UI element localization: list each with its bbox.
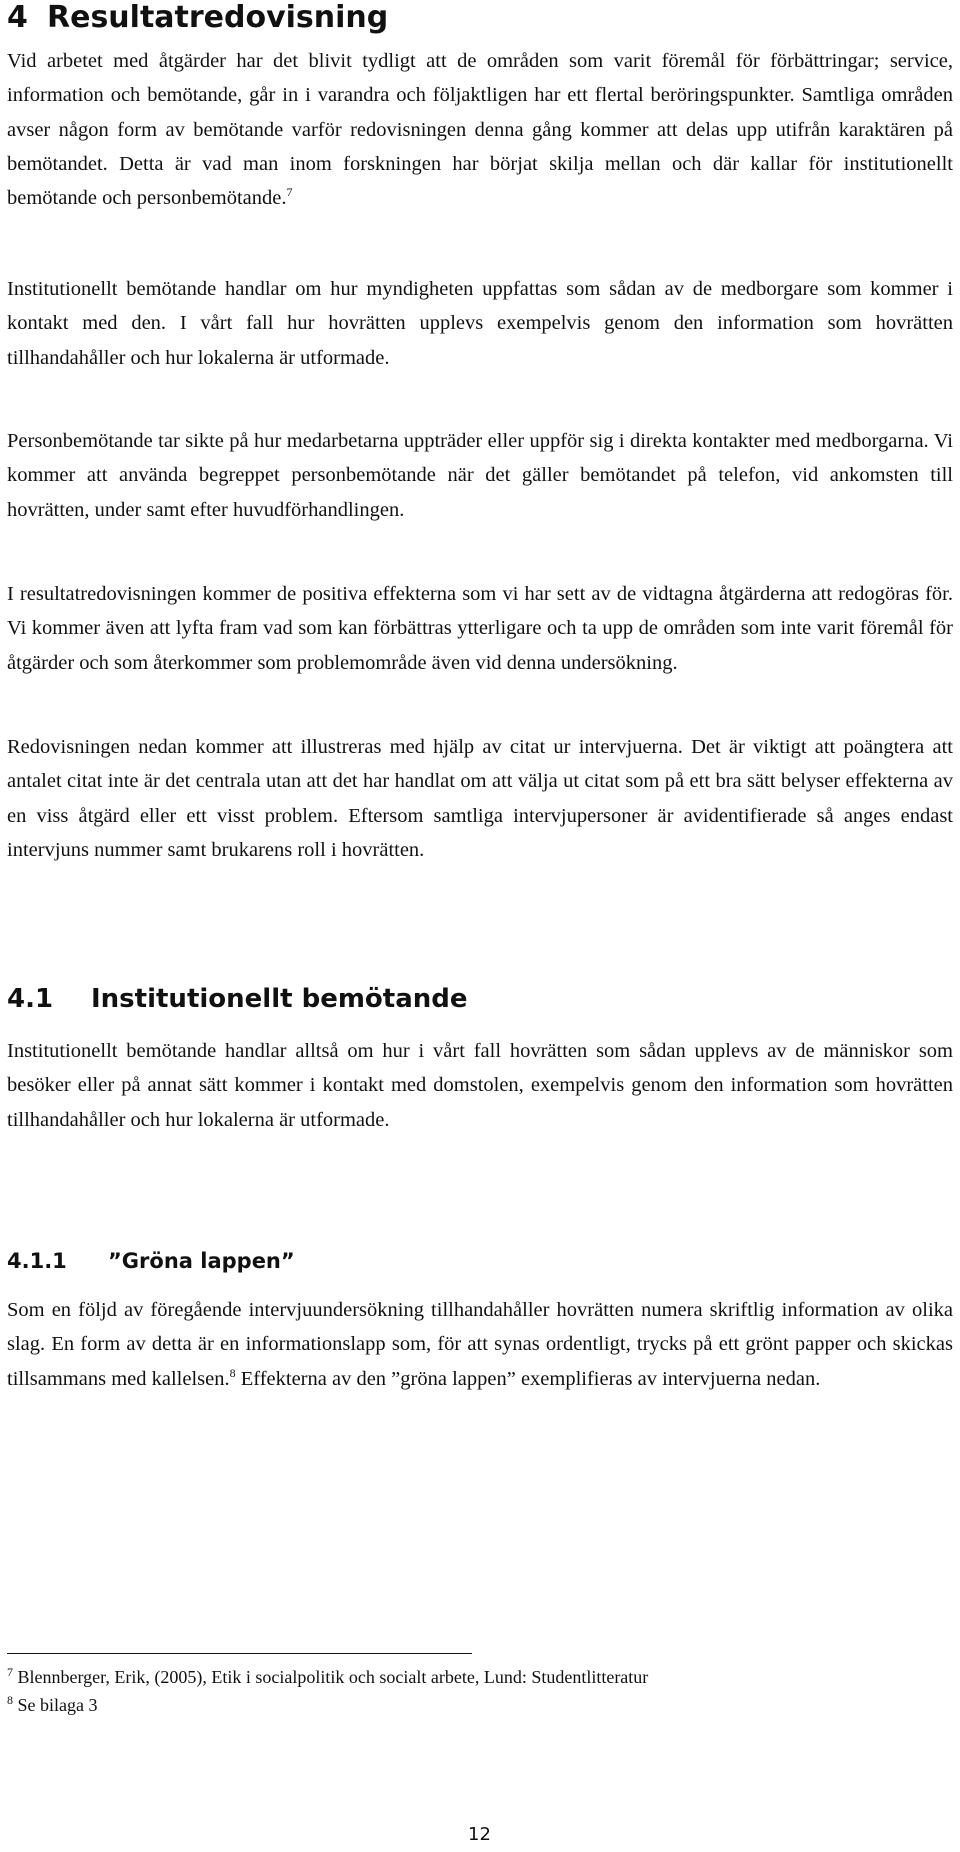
results-scope-paragraph: I resultatredovisningen kommer de positiva effekterna som vi har sett av de vidtagna åtgärderna att redogöras för. Vi kommer även att lyfta fram vad som kan förbättras ytterligare och ta upp de områden som inte varit föremål för åtgärder och som återkommer som problemområde även vid denna undersökning. [7,583,953,674]
footnote-ref-8: 8 [229,1365,236,1380]
footnote-text: Se bilaga 3 [17,1695,98,1715]
intro-paragraph [7,44,953,215]
chapter-title: Resultatredovisning [47,0,389,35]
subsection-title: ”Gröna lappen” [108,1249,295,1273]
chapter-number: 4 [7,0,28,35]
citations-paragraph: Redovisningen nedan kommer att illustreras med hjälp av citat ur intervjuerna. Det är viktigt att poängtera att antalet citat inte är det centrala utan att det har handlat om att välja ut citat som på ett bra sätt belyser effekterna av en viss åtgärd eller ett visst problem. Eftersom samtliga intervjupersoner är avidentifierade så anges endast intervjuns nummer samt brukarens roll i hovrätten. [7,736,953,861]
section-title: Institutionellt bemötande [91,984,468,1014]
subsection-paragraph-text-cont: Effekterna av den ”gröna lappen” exemplifieras av intervjuerna nedan. [235,1367,821,1390]
footnote-mark: 8 [7,1693,13,1707]
subsection-heading [7,1249,295,1273]
section-paragraph: Institutionellt bemötande handlar alltså om hur i vårt fall hovrätten som sådan upplevs av de människor som besöker eller på annat sätt kommer i kontakt med domstolen, exempelvis genom den information som hovrätten tillhandahåller och hur lokalerna är utformade. [7,1040,953,1131]
chapter-heading [7,0,388,35]
footnote-mark: 7 [7,1665,13,1679]
footnote-8 [7,1692,97,1718]
subsection-paragraph-text: Som en följd av föregående intervjuundersökning tillhandahåller hovrätten numera skriftlig information av olika slag. En form av detta är en informationslapp som, för att synas ordentligt, trycks på ett grönt papper och skickas tillsammans med kallelsen. [7,1299,953,1390]
section-heading [7,984,468,1014]
footnote-ref-7: 7 [286,185,293,200]
section-number: 4.1 [7,984,54,1014]
footnote-7 [7,1664,648,1690]
footnote-separator [7,1653,472,1654]
page-number: 12 [468,1824,491,1845]
institutional-definition-paragraph: Institutionellt bemötande handlar om hur myndigheten uppfattas som sådan av de medborgare som kommer i kontakt med den. I vårt fall hur hovrätten upplevs exempelvis genom den information som hovrätten tillhandahåller och hur lokalerna är utformade. [7,278,953,369]
subsection-number: 4.1.1 [7,1249,67,1273]
subsection-paragraph [7,1293,953,1396]
intro-paragraph-text: Vid arbetet med åtgärder har det blivit tydligt att de områden som varit föremål för förbättringar; service, information och bemötande, går in i varandra och följaktligen har ett flertal beröringspunkter. Samtliga områden avser någon form av bemötande varför redovisningen denna gång kommer att delas upp utifrån karaktären på bemötandet. Detta är vad man inom forskningen har börjat skilja mellan och där kallar för institutionellt bemötande och personbemötande. [7,50,953,210]
personal-definition-paragraph: Personbemötande tar sikte på hur medarbetarna uppträder eller uppför sig i direkta kontakter med medborgarna. Vi kommer att använda begreppet personbemötande när det gäller bemötandet på telefon, vid ankomsten till hovrätten, under samt efter huvudförhandlingen. [7,430,953,521]
footnote-text: Blennberger, Erik, (2005), Etik i socialpolitik och socialt arbete, Lund: Studentlitteratur [17,1667,649,1687]
